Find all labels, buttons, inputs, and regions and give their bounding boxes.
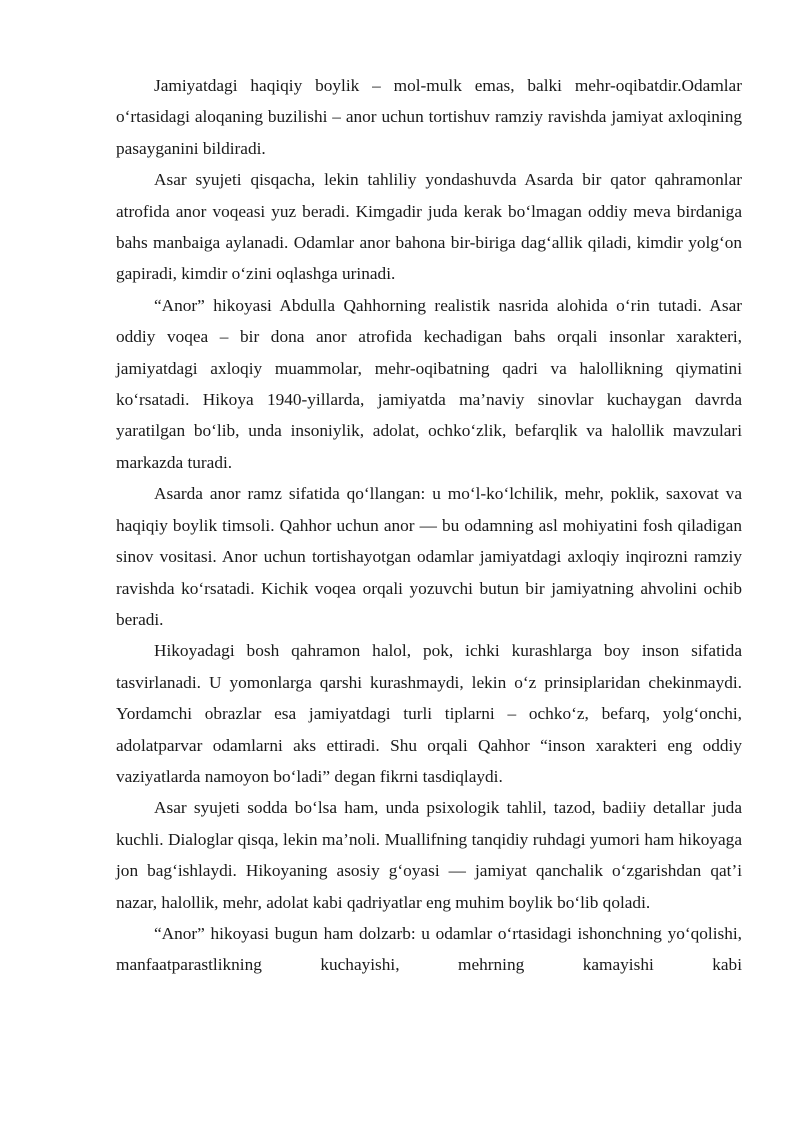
document-body (116, 70, 742, 981)
paragraph: Asar syujeti qisqacha, lekin tahliliy yondashuvda Asarda bir qator qahramonlar atrofida anor voqeasi yuz beradi. Kimgadir juda kerak bo‘lmagan oddiy meva birdaniga bahs manbaiga aylanadi. Odamlar anor bahona bir-biriga dag‘allik qiladi, kimdir yolg‘on gapiradi, kimdir o‘zini oqlashga urinadi. (116, 170, 742, 284)
paragraph: “Anor” hikoyasi bugun ham dolzarb: u odamlar o‘rtasidagi ishonchning yo‘qolishi, manfaatparastlikning kuchayishi, mehrning kamayishi kabi (116, 923, 742, 975)
paragraph: Asar syujeti sodda bo‘lsa ham, unda psixologik tahlil, tazod, badiiy detallar juda kuchli. Dialoglar qisqa, lekin ma’noli. Muallifning tanqidiy ruhdagi yumori ham hikoyaga jon bag‘ishlaydi. Hikoyaning asosiy g‘oyasi — jamiyat qanchalik o‘zgarishdan qat’i nazar, halollik, mehr, adolat kabi qadriyatlar eng muhim boylik bo‘lib qoladi. (116, 798, 742, 912)
paragraph: “Anor” hikoyasi Abdulla Qahhorning realistik nasrida alohida o‘rin tutadi. Asar oddiy voqea – bir dona anor atrofida kechadigan bahs orqali insonlar xarakteri, jamiyatdagi axloqiy muammolar, mehr-oqibatning qadri va halollikning qiymatini ko‘rsatadi. Hikoya 1940-yillarda, jamiyatda ma’naviy sinovlar kuchaygan davrda yaratilgan bo‘lib, unda insoniylik, adolat, ochko‘zlik, befarqlik va halollik mavzulari markazda turadi. (116, 295, 742, 472)
paragraph: Asarda anor ramz sifatida qo‘llangan: u mo‘l-ko‘lchilik, mehr, poklik, saxovat va haqiqiy boylik timsoli. Qahhor uchun anor — bu odamning asl mohiyatini fosh qiladigan sinov vositasi. Anor uchun tortishayotgan odamlar jamiyatdagi axloqiy inqirozni ramziy ravishda ko‘rsatadi. Kichik voqea orqali yozuvchi butun bir jamiyatning ahvolini ochib beradi. (116, 484, 742, 629)
paragraph: Hikoyadagi bosh qahramon halol, pok, ichki kurashlarga boy inson sifatida tasvirlanadi. U yomonlarga qarshi kurashmaydi, lekin o‘z prinsiplaridan chekinmaydi. Yordamchi obrazlar esa jamiyatdagi turli tiplarni – ochko‘z, befarq, yolg‘onchi, adolatparvar odamlarni aks ettiradi. Shu orqali Qahhor “inson xarakteri eng oddiy vaziyatlarda namoyon bo‘ladi” degan fikrni tasdiqlaydi. (116, 641, 742, 786)
paragraph: Jamiyatdagi haqiqiy boylik – mol-mulk emas, balki mehr-oqibatdir.Odamlar o‘rtasidagi aloqaning buzilishi – anor uchun tortishuv ramziy ravishda jamiyat axloqining pasayganini bildiradi. (116, 76, 742, 158)
